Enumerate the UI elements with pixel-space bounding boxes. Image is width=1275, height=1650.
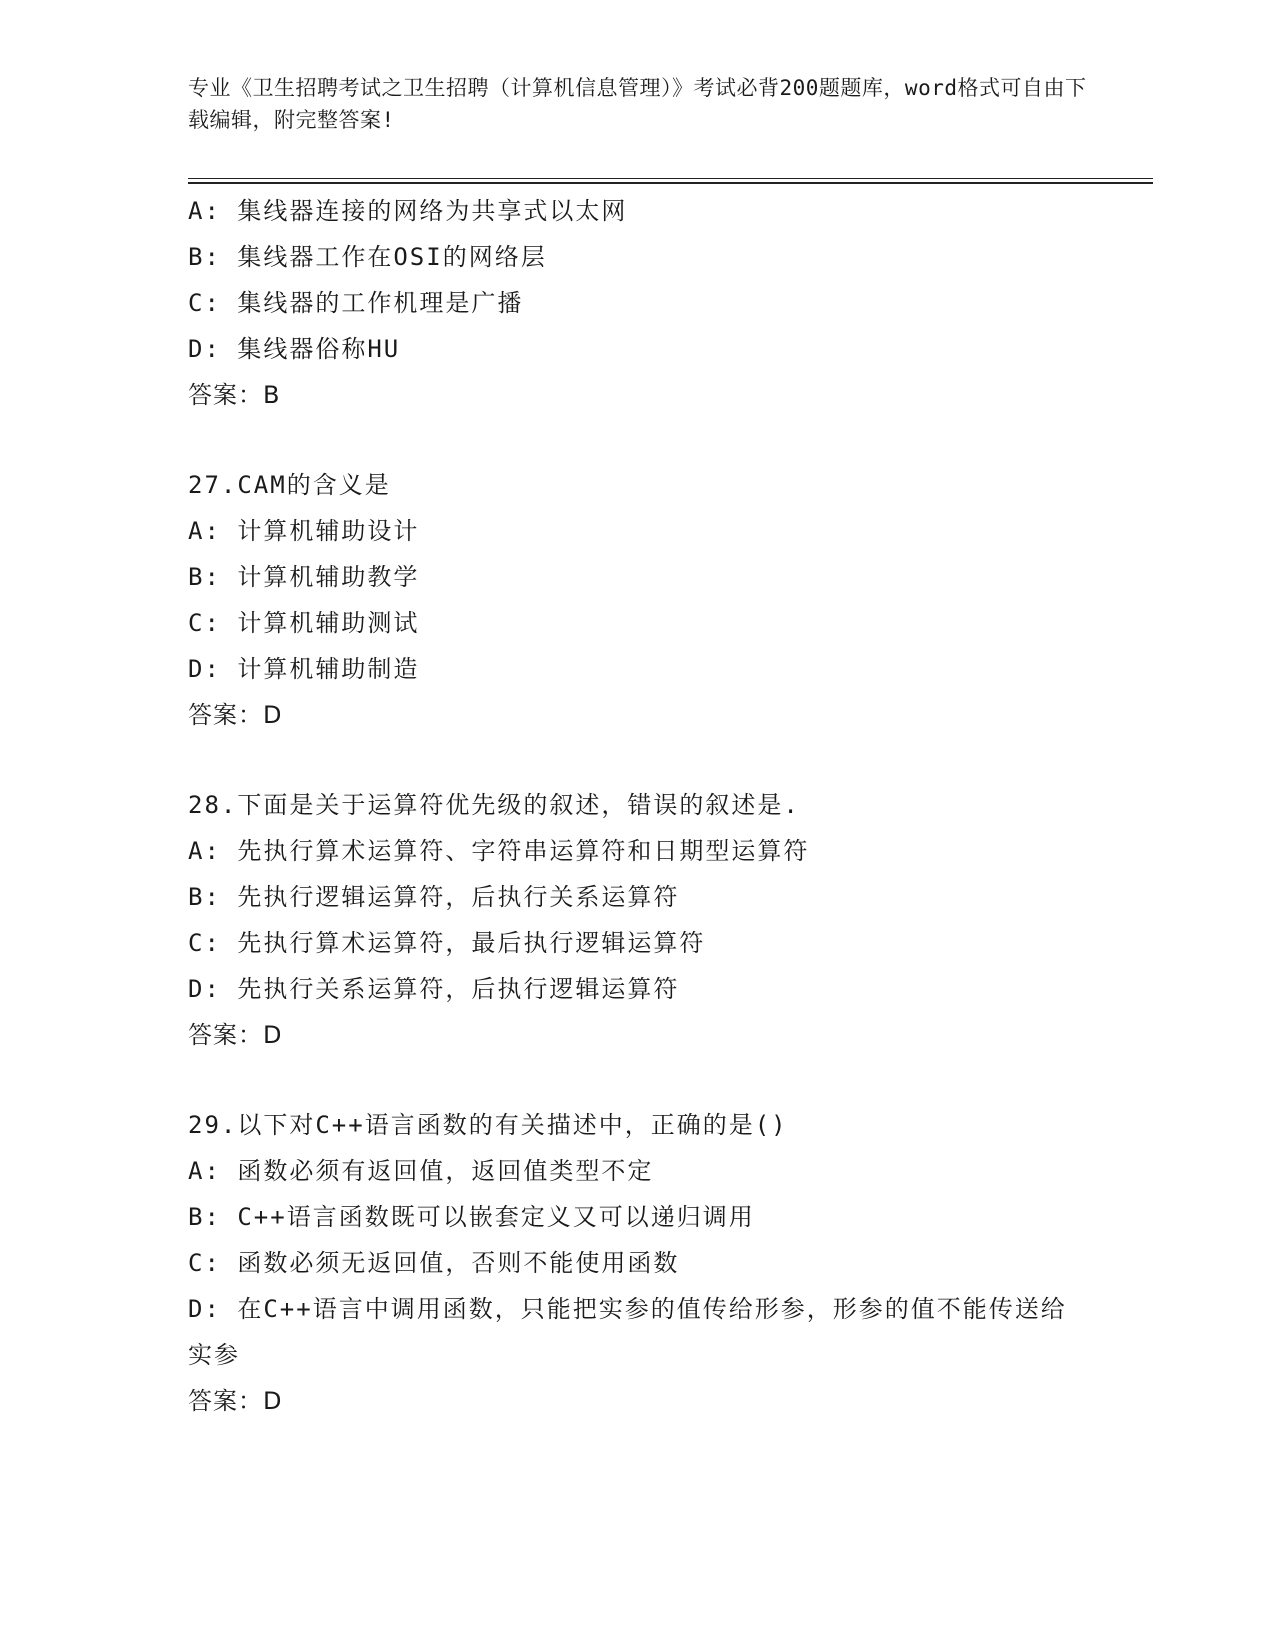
option-a: A: 先执行算术运算符、字符串运算符和日期型运算符	[188, 837, 810, 865]
question-29-block	[188, 1102, 1088, 1424]
option-d: D: 计算机辅助制造	[188, 655, 420, 683]
option-a: A: 计算机辅助设计	[188, 517, 420, 545]
question-text: 27.CAM的含义是	[188, 471, 391, 499]
option-a: A: 集线器连接的网络为共享式以太网	[188, 197, 628, 225]
option-b: B: 先执行逻辑运算符，后执行关系运算符	[188, 883, 680, 911]
page-header: 专业《卫生招聘考试之卫生招聘（计算机信息管理）》考试必背200题题库，word格式可自由下载编辑，附完整答案!	[188, 76, 1087, 132]
question-28-block	[188, 782, 1088, 1058]
answer-line: 答案：D	[188, 701, 283, 729]
question-26-block	[188, 188, 1088, 418]
option-d: D: 先执行关系运算符，后执行逻辑运算符	[188, 975, 680, 1003]
option-b: B: C++语言函数既可以嵌套定义又可以递归调用	[188, 1203, 755, 1231]
header-divider-thick	[188, 182, 1153, 184]
answer-line: 答案：D	[188, 1021, 283, 1049]
question-text: 29.以下对C++语言函数的有关描述中，正确的是()	[188, 1111, 788, 1139]
answer-line: 答案：B	[188, 381, 281, 409]
question-text: 28.下面是关于运算符优先级的叙述，错误的叙述是.	[188, 791, 800, 819]
header-divider-thin	[188, 178, 1153, 179]
option-b: B: 集线器工作在OSI的网络层	[188, 243, 547, 271]
option-a: A: 函数必须有返回值，返回值类型不定	[188, 1157, 654, 1185]
option-b: B: 计算机辅助教学	[188, 563, 420, 591]
answer-line: 答案：D	[188, 1387, 283, 1415]
option-c: C: 集线器的工作机理是广播	[188, 289, 524, 317]
option-d: D: 在C++语言中调用函数，只能把实参的值传给形参，形参的值不能传送给实参	[188, 1295, 1067, 1369]
option-c: C: 先执行算术运算符，最后执行逻辑运算符	[188, 929, 706, 957]
option-d: D: 集线器俗称HU	[188, 335, 401, 363]
option-c: C: 计算机辅助测试	[188, 609, 420, 637]
question-list	[188, 188, 1088, 1424]
option-c: C: 函数必须无返回值，否则不能使用函数	[188, 1249, 680, 1277]
question-27-block	[188, 462, 1088, 738]
